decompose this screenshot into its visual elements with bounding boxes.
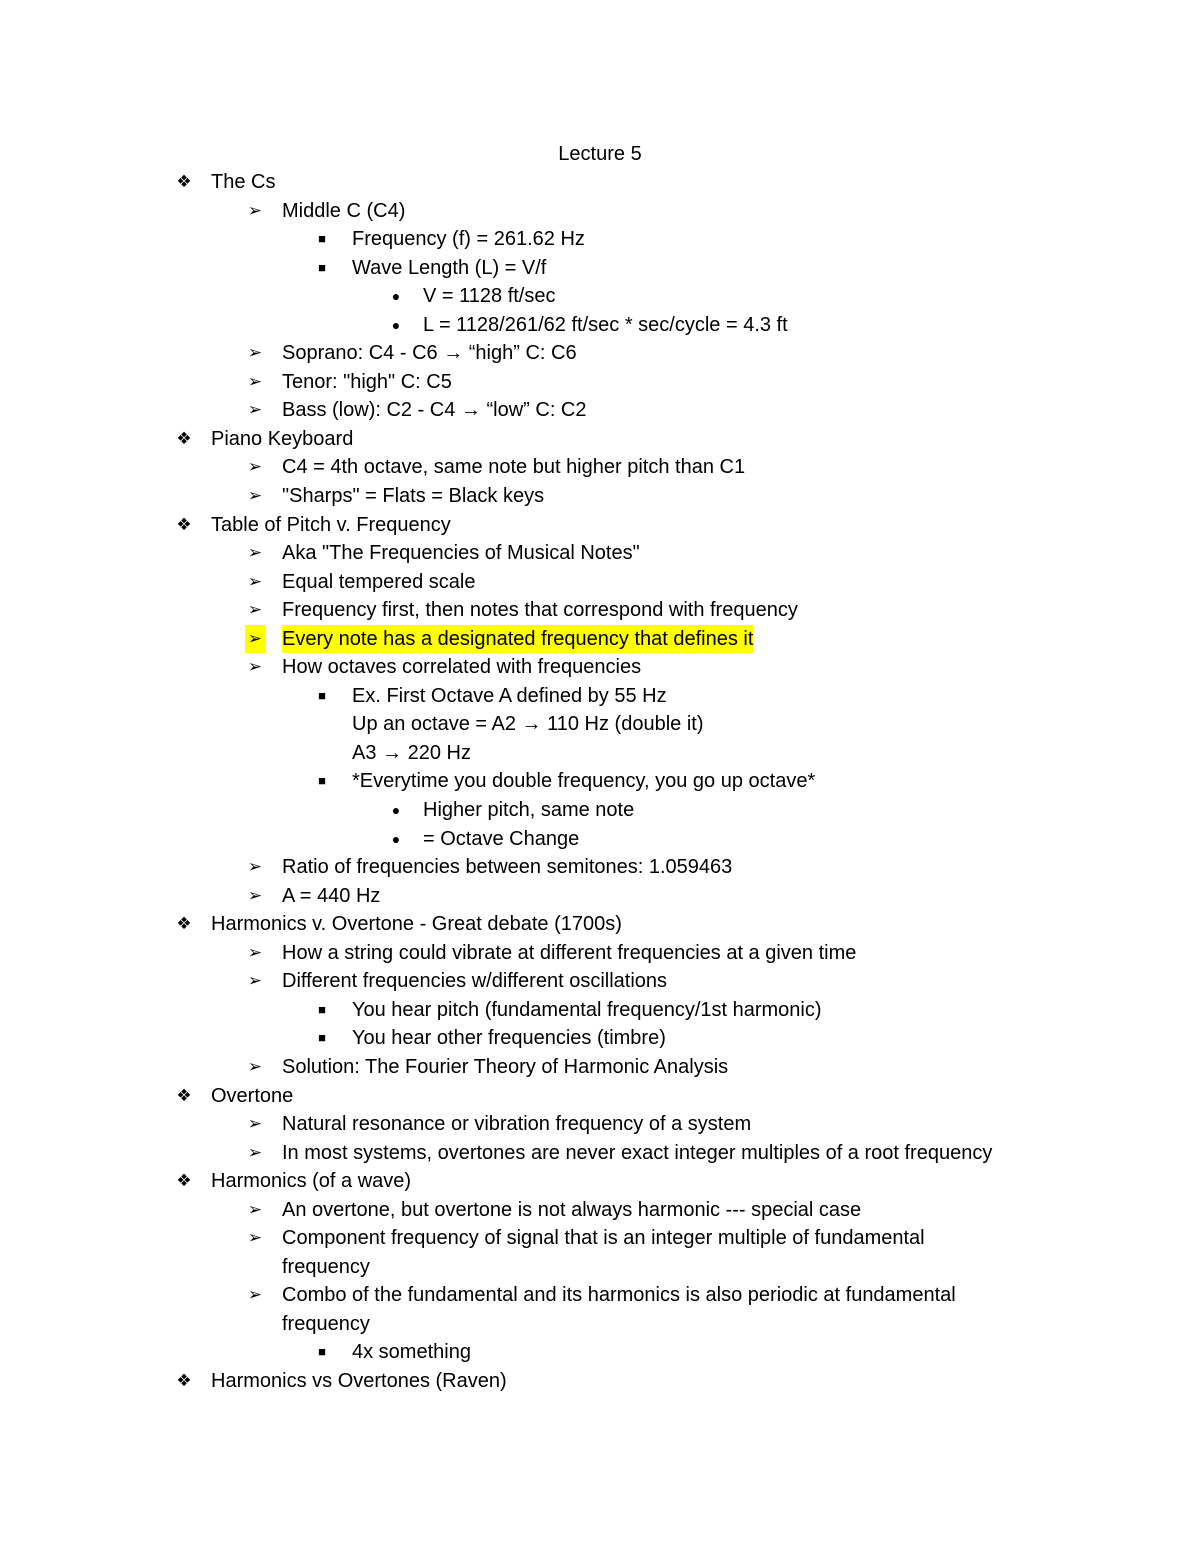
outline-item-text: Equal tempered scale [282,570,476,593]
outline-item-text: Every note has a designated frequency that defines it [282,625,753,654]
outline-item-text: A3 → 220 Hz [352,741,471,764]
outline-item [0,453,1200,482]
outline-item-text: 4x something [352,1341,471,1364]
outline-item-text: frequency [282,1255,370,1278]
diamond-bullet-icon: ❖ [176,1085,192,1105]
arrowhead-bullet-icon: ➢ [247,200,263,220]
outline-item [0,396,1200,425]
arrowhead-bullet-icon: ➢ [247,1285,263,1305]
outline-item [0,482,1200,511]
arrowhead-bullet-icon: ➢ [247,600,263,620]
outline-item-text: Middle C (C4) [282,199,406,222]
outline-item [0,967,1200,996]
arrowhead-bullet-icon: ➢ [247,571,263,591]
diamond-bullet-icon: ❖ [176,1370,192,1390]
square-bullet-icon: ■ [318,1030,326,1046]
outline-item-text: Natural resonance or vibration frequency of a system [282,1113,752,1136]
arrowhead-bullet-icon: ➢ [247,486,263,506]
outline-item-text: V = 1128 ft/sec [423,285,556,308]
outline-item-text: Higher pitch, same note [423,799,635,822]
outline-item [0,767,1200,796]
outline-item-text: How a string could vibrate at different frequencies at a given time [282,941,857,964]
square-bullet-icon: ■ [318,231,326,247]
outline-item [0,939,1200,968]
outline-item [0,910,1200,939]
circle-bullet-icon: ● [391,802,401,819]
outline-item-text: Frequency first, then notes that correspond with frequency [282,599,798,622]
outline-item [0,254,1200,283]
arrowhead-bullet-icon: ➢ [247,942,263,962]
outline-item-text: You hear pitch (fundamental frequency/1st harmonic) [352,998,822,1021]
outline-item [0,282,1200,311]
outline-item-text: Solution: The Fourier Theory of Harmonic Analysis [282,1055,729,1078]
diamond-bullet-icon: ❖ [176,514,192,534]
outline-list [0,168,1200,1396]
arrowhead-bullet-icon: ➢ [247,543,263,563]
outline-item [0,653,1200,682]
outline-item [0,796,1200,825]
arrowhead-bullet-icon: ➢ [245,625,265,654]
outline-item-text: frequency [282,1312,370,1335]
outline-item-text: = Octave Change [423,827,580,850]
outline-item-text: Harmonics vs Overtones (Raven) [211,1369,507,1392]
outline-item-continuation [0,1310,1200,1339]
arrowhead-bullet-icon: ➢ [247,857,263,877]
outline-item [0,596,1200,625]
outline-item-text: Up an octave = A2 → 110 Hz (double it) [352,713,704,736]
outline-item-text: The Cs [211,171,276,193]
outline-item-continuation [0,710,1200,739]
outline-item [0,1224,1200,1253]
outline-item [0,425,1200,454]
outline-item [0,625,1200,654]
arrowhead-bullet-icon: ➢ [247,1199,263,1219]
circle-bullet-icon: ● [391,288,401,305]
outline-item-text: Soprano: C4 - C6 → “high” C: C6 [282,342,577,365]
diamond-bullet-icon: ❖ [176,428,192,448]
arrowhead-bullet-icon: ➢ [247,885,263,905]
outline-item-text: Tenor: "high" C: C5 [282,370,452,393]
outline-item-text: "Sharps" = Flats = Black keys [282,485,545,508]
outline-item-text: Frequency (f) = 261.62 Hz [352,228,585,251]
outline-item [0,825,1200,854]
outline-item [0,311,1200,340]
outline-item [0,339,1200,368]
outline-item [0,1110,1200,1139]
outline-item-text: Combo of the fundamental and its harmonics is also periodic at fundamental [282,1284,956,1307]
outline-item-text: Aka "The Frequencies of Musical Notes" [282,542,640,565]
arrowhead-bullet-icon: ➢ [247,1228,263,1248]
outline-item-continuation [0,1253,1200,1282]
outline-item-text: C4 = 4th octave, same note but higher pitch than C1 [282,456,746,479]
outline-item [0,168,1200,197]
outline-item-text: Piano Keyboard [211,427,354,450]
square-bullet-icon: ■ [318,259,326,275]
outline-item [0,1024,1200,1053]
outline-item-text: *Everytime you double frequency, you go up octave* [352,770,816,793]
outline-item-text: A = 440 Hz [282,884,381,907]
outline-item [0,682,1200,711]
outline-item-text: Harmonics (of a wave) [211,1170,412,1193]
outline-item-text: You hear other frequencies (timbre) [352,1027,666,1050]
circle-bullet-icon: ● [391,830,401,847]
outline-item [0,853,1200,882]
outline-item [0,1139,1200,1168]
diamond-bullet-icon: ❖ [176,914,192,934]
diamond-bullet-icon: ❖ [176,172,192,191]
arrowhead-bullet-icon: ➢ [247,1142,263,1162]
outline-item-text: How octaves correlated with frequencies [282,656,642,679]
square-bullet-icon: ■ [318,773,326,789]
outline-item-text: L = 1128/261/62 ft/sec * sec/cycle = 4.3 ft [423,313,788,336]
arrowhead-bullet-icon: ➢ [247,1056,263,1076]
arrowhead-bullet-icon: ➢ [247,457,263,477]
outline-item-text: Harmonics v. Overtone - Great debate (1700s) [211,913,622,936]
outline-item [0,225,1200,254]
outline-item [0,1367,1200,1396]
outline-item [0,197,1200,226]
outline-item-continuation [0,739,1200,768]
outline-item [0,1082,1200,1111]
document-title: Lecture 5 [558,143,642,165]
outline-item [0,568,1200,597]
outline-item-text: Overtone [211,1084,294,1107]
outline-item [0,1053,1200,1082]
outline-item-text: Different frequencies w/different oscillations [282,970,668,993]
circle-bullet-icon: ● [391,316,401,333]
arrowhead-bullet-icon: ➢ [247,343,263,363]
square-bullet-icon: ■ [318,1344,326,1360]
arrowhead-bullet-icon: ➢ [247,657,263,677]
outline-item [0,996,1200,1025]
arrowhead-bullet-icon: ➢ [247,371,263,391]
outline-item [0,1167,1200,1196]
outline-item-text: Ratio of frequencies between semitones: 1.059463 [282,856,733,879]
outline-item [0,368,1200,397]
square-bullet-icon: ■ [318,1001,326,1017]
outline-item [0,539,1200,568]
outline-item-text: Component frequency of signal that is an integer multiple of fundamental [282,1227,925,1250]
outline-item [0,1338,1200,1367]
outline-item-text: Table of Pitch v. Frequency [211,513,451,536]
outline-item [0,1196,1200,1225]
outline-item-text: Ex. First Octave A defined by 55 Hz [352,684,667,707]
arrowhead-bullet-icon: ➢ [247,400,263,420]
outline-item-text: In most systems, overtones are never exact integer multiples of a root frequency [282,1141,993,1164]
square-bullet-icon: ■ [318,687,326,703]
outline-item [0,882,1200,911]
arrowhead-bullet-icon: ➢ [247,1114,263,1134]
outline-item [0,1281,1200,1310]
diamond-bullet-icon: ❖ [176,1171,192,1191]
outline-item-text: An overtone, but overtone is not always harmonic --- special case [282,1198,862,1221]
outline-item-text: Wave Length (L) = V/f [352,256,547,279]
arrowhead-bullet-icon: ➢ [247,971,263,991]
outline-item [0,511,1200,540]
outline-item-text: Bass (low): C2 - C4 → “low” C: C2 [282,399,587,422]
